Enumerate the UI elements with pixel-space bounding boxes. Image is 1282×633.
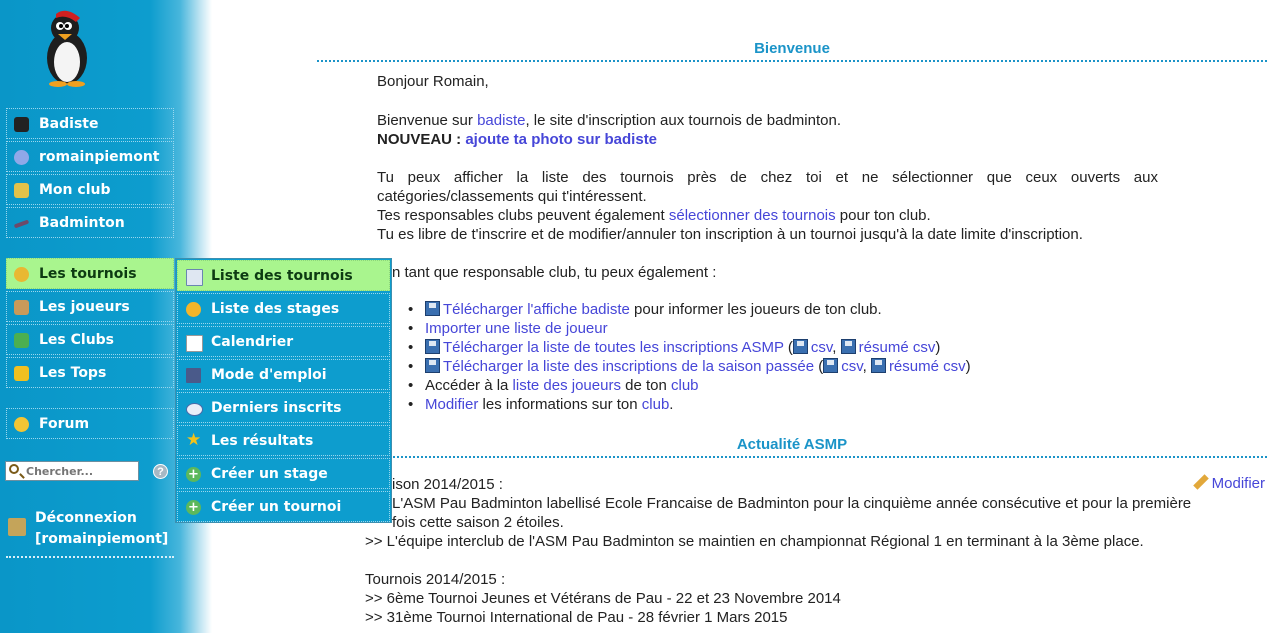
text: les informations sur ton [478, 396, 642, 413]
list-item [377, 319, 971, 338]
submenu-item-label: Liste des stages [211, 301, 340, 317]
list-item [377, 357, 971, 376]
list-item [377, 338, 971, 357]
text: Bienvenue sur [377, 112, 478, 129]
para3 [377, 206, 931, 225]
add-icon: + [186, 500, 201, 515]
sidebar-item-tops[interactable] [6, 357, 174, 388]
download-icon [425, 358, 440, 373]
download-icon [871, 358, 886, 373]
logout-icon [8, 518, 26, 536]
news-line: ison 2014/2015 : [392, 476, 503, 493]
news-line: Tournois 2014/2015 : [365, 571, 506, 588]
edit-club-link[interactable]: Modifier [425, 396, 479, 413]
sidebar-item-label: Les joueurs [39, 299, 130, 315]
text: ) [935, 339, 941, 356]
badiste-link[interactable]: badiste [477, 112, 526, 129]
download-icon [841, 339, 856, 354]
news-line: >> 31ème Tournoi International de Pau - 28 février 1 Mars 2015 [365, 609, 788, 626]
download-icon [425, 339, 440, 354]
resp-actions-list [377, 300, 971, 414]
penguin-logo[interactable] [36, 8, 98, 88]
sidebar-item-clubs[interactable] [6, 324, 174, 355]
new-line [377, 130, 657, 149]
greeting: Bonjour Romain, [377, 73, 489, 90]
list-item [377, 395, 971, 414]
para2-line1: Tu peux afficher la liste des tournois près de chez toi et ne sélectionner que ceux ouverts aux [377, 169, 1158, 186]
welcome-title: Bienvenue [317, 40, 1267, 62]
sidebar-item-label: Les Clubs [39, 332, 115, 348]
players-icon [14, 300, 29, 315]
submenu-item-label: Derniers inscrits [211, 400, 342, 416]
smiley-icon [186, 302, 201, 317]
text: , [862, 358, 871, 375]
sidebar-item-label: Les tournois [39, 266, 137, 282]
submenu-item-label: Calendrier [211, 334, 294, 350]
sidebar-item-badminton[interactable] [6, 207, 174, 238]
text: ( [814, 358, 824, 375]
sidebar-item-joueurs[interactable] [6, 291, 174, 322]
forum-menu [6, 408, 174, 441]
smiley-icon [14, 417, 29, 432]
sidebar-item-label: Badiste [39, 116, 99, 132]
text: de ton [620, 377, 671, 394]
text: ) [965, 358, 971, 375]
summary-csv-link[interactable]: résumé csv [888, 358, 966, 375]
download-poster-link[interactable]: Télécharger l'affiche badiste [443, 301, 630, 318]
sidebar-item-label: Forum [39, 416, 90, 432]
sidebar-item-label: romainpiemont [39, 149, 160, 165]
news-title: Actualité ASMP [317, 436, 1267, 458]
players-list-link[interactable]: liste des joueurs [512, 377, 621, 394]
list-item [377, 376, 971, 395]
csv-link[interactable]: csv [810, 339, 833, 356]
logout-link[interactable] [6, 506, 174, 558]
sidebar-item-label: Badminton [39, 215, 125, 231]
text: Accéder à la [425, 377, 513, 394]
news-line: fois cette saison 2 étoiles. [392, 514, 564, 531]
add-photo-link[interactable]: ajoute ta photo sur badiste [465, 131, 658, 148]
download-registrations-link[interactable]: Télécharger la liste de toutes les inscriptions ASMP [443, 339, 784, 356]
help-icon[interactable]: ? [153, 464, 168, 479]
user-icon [14, 150, 29, 165]
text: ( [783, 339, 793, 356]
star-icon: ★ [186, 430, 202, 450]
club-link[interactable]: club [641, 396, 670, 413]
club-link[interactable]: club [671, 377, 699, 394]
pencil-icon [1193, 474, 1209, 490]
clubs-icon [14, 333, 29, 348]
club-icon [14, 183, 29, 198]
eye-icon [186, 403, 203, 416]
text: Tes responsables clubs peuvent également [377, 207, 669, 224]
penguin-icon [14, 117, 29, 132]
top-menu [6, 108, 174, 240]
calendar-icon [186, 335, 203, 352]
news-line: >> L'équipe interclub de l'ASM Pau Badminton se maintien en championnat Régional 1 en terminant à la 3ème place. [365, 533, 1144, 550]
list-item [377, 300, 971, 319]
trophy-icon [14, 366, 29, 381]
text: . [669, 396, 674, 413]
new-label: NOUVEAU : [377, 131, 466, 148]
import-players-link[interactable]: Importer une liste de joueur [425, 320, 608, 337]
book-icon [186, 368, 201, 383]
submenu-item-label: Créer un stage [211, 466, 328, 482]
search-box [5, 461, 175, 483]
text: , le site d'inscription aux tournois de badminton. [525, 112, 841, 129]
news-line: L'ASM Pau Badminton labellisé Ecole Francaise de Badminton pour la cinquième année consécutive et pour la première [392, 495, 1192, 512]
submenu-item-label: Les résultats [211, 433, 314, 449]
download-icon [793, 339, 808, 354]
main-content [317, 0, 1267, 633]
welcome-line [377, 111, 841, 130]
list-icon [186, 269, 203, 286]
sidebar-item-forum[interactable] [6, 408, 174, 439]
submenu-item-label: Créer un tournoi [211, 499, 342, 515]
edit-news-link[interactable] [1193, 475, 1265, 492]
logout-username: [romainpiemont] [35, 531, 169, 547]
download-last-season-link[interactable]: Télécharger la liste des inscriptions de la saison passée [443, 358, 815, 375]
main-menu [6, 258, 174, 390]
para2-line2: catégories/classements qui t'intéressent. [377, 188, 647, 205]
csv-link[interactable]: csv [841, 358, 863, 375]
para4: Tu es libre de t'inscrire et de modifier/annuler ton inscription à un tournoi jusqu'à la date limite d'inscription. [377, 226, 1083, 243]
submenu-item-label: Liste des tournois [211, 268, 353, 284]
download-icon [823, 358, 838, 373]
text: , [832, 339, 841, 356]
download-icon [425, 301, 440, 316]
sidebar-item-mon-club[interactable] [6, 174, 174, 205]
sidebar-item-label: Mon club [39, 182, 111, 198]
summary-csv-link[interactable]: résumé csv [858, 339, 936, 356]
select-tournaments-link[interactable]: sélectionner des tournois [668, 207, 836, 224]
racket-icon [14, 220, 29, 229]
sidebar-item-badiste[interactable] [6, 108, 174, 139]
sidebar-item-label: Les Tops [39, 365, 107, 381]
submenu-item-label: Mode d'emploi [211, 367, 327, 383]
sidebar-item-tournois[interactable] [6, 258, 174, 289]
sidebar-item-profile[interactable] [6, 141, 174, 172]
logout-label: Déconnexion [35, 510, 137, 526]
news-line: >> 6ème Tournoi Jeunes et Vétérans de Pau - 22 et 23 Novembre 2014 [365, 590, 841, 607]
edit-label: Modifier [1211, 475, 1265, 492]
resp-line: n tant que responsable club, tu peux également : [392, 264, 717, 281]
text: pour informer les joueurs de ton club. [629, 301, 882, 318]
search-input[interactable] [5, 461, 139, 481]
add-icon: + [186, 467, 201, 482]
search-icon [9, 464, 19, 474]
medal-icon [14, 267, 29, 282]
text: pour ton club. [835, 207, 931, 224]
